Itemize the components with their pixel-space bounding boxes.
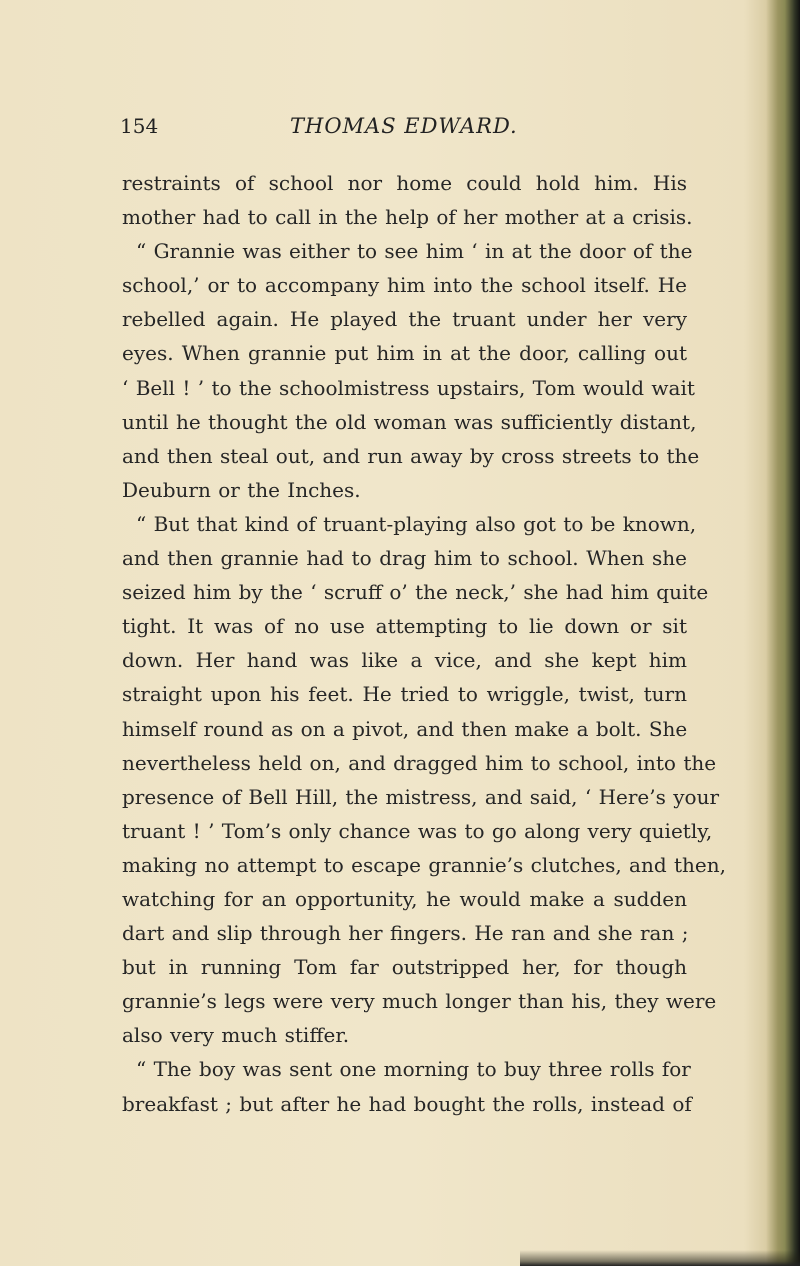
page-header	[120, 114, 680, 144]
text-line: Deuburn or the Inches.	[122, 477, 361, 502]
text-line: ‘ Bell ! ’ to the schoolmistress upstairs, Tom would wait	[122, 375, 695, 400]
text-line: “ Grannie was either to see him ‘ in at the door of the	[136, 239, 693, 264]
text-line: and then steal out, and run away by cross streets to the	[122, 443, 700, 468]
text-line: watching for an opportunity, he would make a sudden	[122, 886, 687, 911]
text-line: tight. It was of no use attempting to lie down or sit	[122, 614, 687, 639]
text-line: nevertheless held on, and dragged him to school, into the	[122, 750, 717, 775]
page-bottom-shadow	[520, 1250, 800, 1266]
text-line: also very much stiffer.	[122, 1023, 350, 1048]
page-number: 154	[120, 114, 159, 138]
text-line: and then grannie had to drag him to school. When she	[122, 546, 687, 571]
page-edge-shadow	[766, 0, 800, 1266]
text-line: straight upon his feet. He tried to wriggle, twist, turn	[122, 682, 687, 707]
text-line: “ But that kind of truant-playing also got to be known,	[136, 511, 697, 536]
text-line: truant ! ’ Tom’s only chance was to go along very quietly,	[122, 818, 713, 843]
text-line: “ The boy was sent one morning to buy three rolls for	[136, 1057, 691, 1082]
text-line: down. Her hand was like a vice, and she kept him	[122, 648, 687, 673]
text-line: breakfast ; but after he had bought the rolls, instead of	[122, 1091, 692, 1116]
text-line: school,’ or to accompany him into the school itself. He	[122, 273, 687, 298]
text-line: grannie’s legs were very much longer than his, they were	[122, 989, 717, 1014]
text-line: restraints of school nor home could hold him. His	[122, 171, 687, 195]
text-line: seized him by the ‘ scruff o’ the neck,’ she had him quite	[122, 580, 709, 605]
text-line: eyes. When grannie put him in at the door, calling out	[122, 341, 687, 366]
text-line: himself round as on a pivot, and then make a bolt. She	[122, 716, 688, 741]
running-title: THOMAS EDWARD.	[290, 114, 518, 138]
text-line: but in running Tom far outstripped her, for though	[122, 955, 687, 980]
text-line: rebelled again. He played the truant under her very	[122, 307, 687, 332]
text-line: making no attempt to escape grannie’s clutches, and then,	[122, 852, 727, 877]
body-text	[122, 166, 727, 1121]
text-line: mother had to call in the help of her mother at a crisis.	[122, 205, 693, 230]
text-line: presence of Bell Hill, the mistress, and said, ‘ Here’s your	[122, 784, 720, 809]
text-line: dart and slip through her fingers. He ran and she ran ;	[122, 921, 689, 946]
text-line: until he thought the old woman was sufficiently distant,	[122, 409, 697, 434]
